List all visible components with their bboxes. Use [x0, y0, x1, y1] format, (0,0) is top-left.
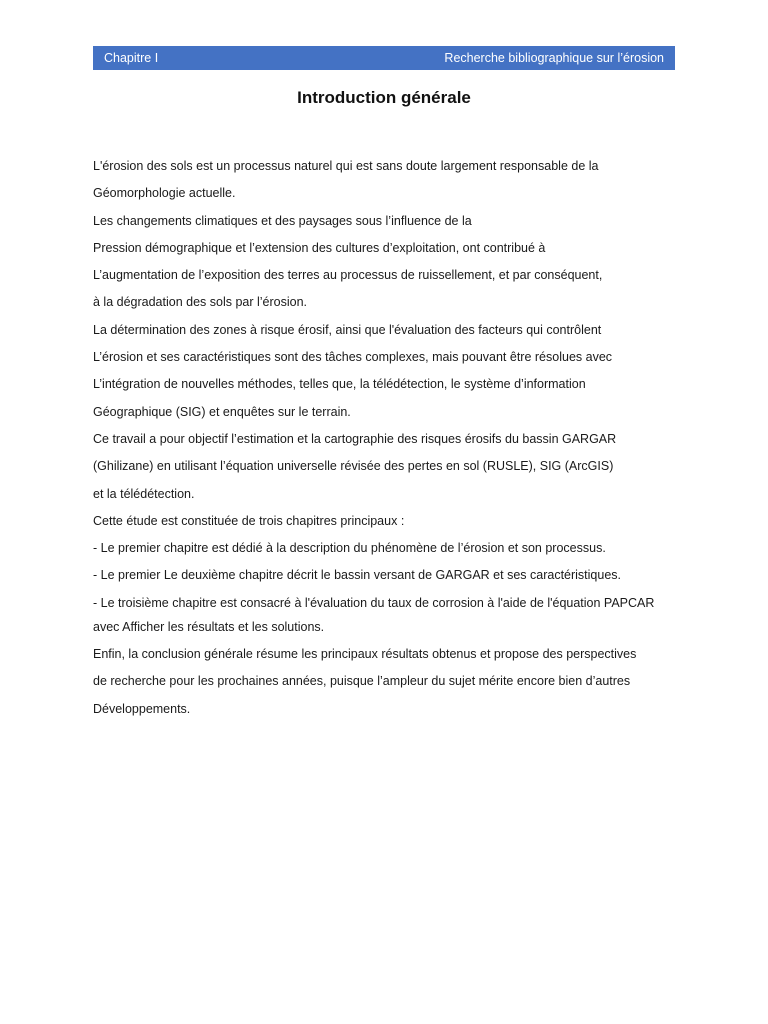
text-line: Pression démographique et l’extension des cultures d’exploitation, ont contribué à: [93, 240, 546, 255]
text-line: (Ghilizane) en utilisant l’équation universelle révisée des pertes en sol (RUSLE), SIG (ArcGIS): [93, 459, 614, 474]
text-line: L'érosion des sols est un processus naturel qui est sans doute largement responsable de la: [93, 159, 599, 173]
page-title: Introduction générale: [297, 88, 471, 107]
text-line: à la dégradation des sols par l’érosion.: [93, 295, 308, 310]
text-line: de recherche pour les prochaines années, puisque l’ampleur du sujet mérite encore bien d’autres: [93, 674, 631, 689]
text-line: L’érosion et ses caractéristiques sont des tâches complexes, mais pouvant être résolues avec: [93, 350, 613, 365]
text-line: Cette étude est constituée de trois chapitres principaux :: [93, 513, 405, 528]
document-body: [93, 156, 683, 726]
chapter-header-bar: [93, 46, 675, 70]
text-line: Les changements climatiques et des paysages sous l’influence de la: [93, 213, 472, 228]
text-line: Géomorphologie actuelle.: [93, 186, 236, 201]
text-line: Ce travail a pour objectif l’estimation et la cartographie des risques érosifs du bassin GARGAR: [93, 431, 617, 446]
text-line: et la télédétection.: [93, 486, 195, 501]
list-item: - Le troisième chapitre est consacré à l'évaluation du taux de corrosion à l'aide de l'équation PAPCAR: [93, 595, 655, 610]
text-line: avec Afficher les résultats et les solutions.: [93, 619, 325, 634]
section-title: Recherche bibliographique sur l’érosion: [444, 51, 664, 65]
text-line: Enfin, la conclusion générale résume les principaux résultats obtenus et propose des perspectives: [93, 647, 637, 662]
text-line: Géographique (SIG) et enquêtes sur le terrain.: [93, 404, 351, 419]
list-item: - Le premier chapitre est dédié à la description du phénomène de l’érosion et son processus.: [93, 541, 606, 556]
text-line: L’augmentation de l’exposition des terres au processus de ruissellement, et par conséquent,: [93, 268, 603, 283]
chapter-label: Chapitre I: [104, 51, 159, 65]
text-line: La détermination des zones à risque érosif, ainsi que l'évaluation des facteurs qui contrôlent: [93, 322, 602, 337]
list-item: - Le premier Le deuxième chapitre décrit le bassin versant de GARGAR et ses caractéristiques.: [93, 568, 622, 583]
text-line: L’intégration de nouvelles méthodes, telles que, la télédétection, le système d’information: [93, 377, 586, 392]
text-line: Développements.: [93, 701, 191, 716]
